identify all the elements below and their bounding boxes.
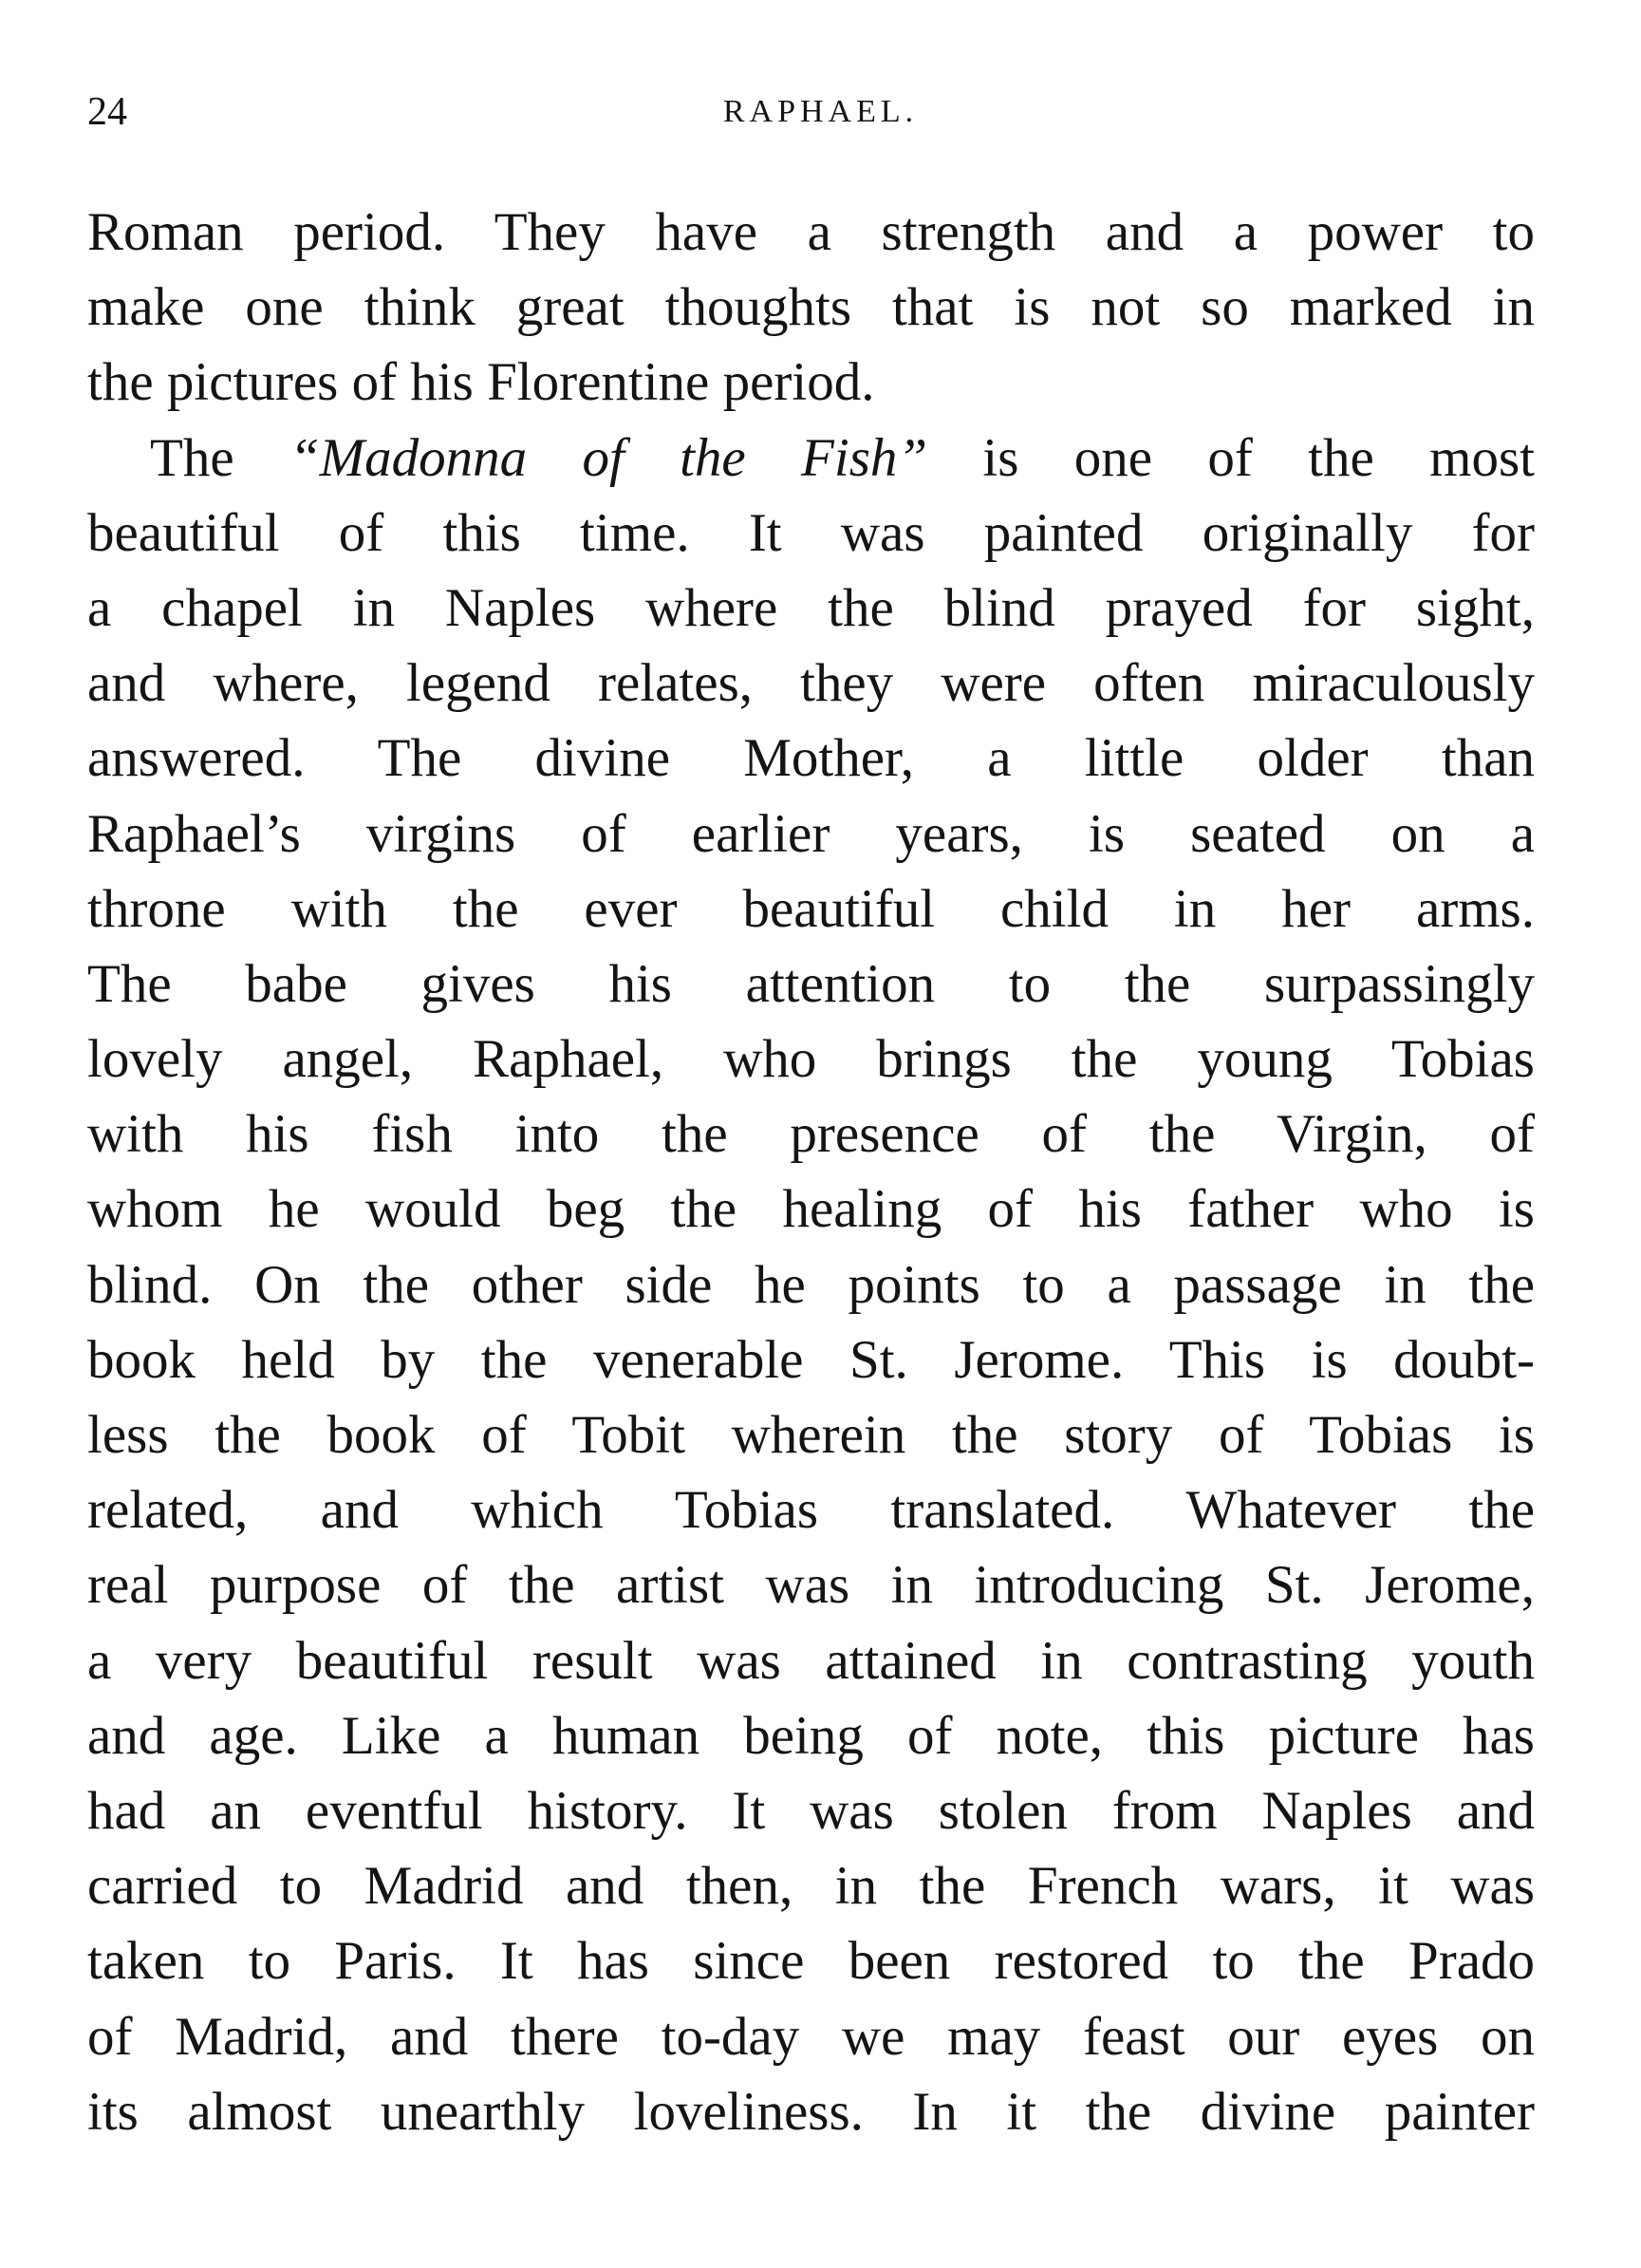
text-line: book held by the venerable St. Jerome. This is doubt- (87, 1329, 1535, 1390)
text-line: answered. The divine Mother, a little older than (87, 728, 1535, 789)
text-line: the pictures of his Florentine period. (87, 352, 875, 413)
text-line: and where, legend relates, they were often miraculously (87, 653, 1535, 714)
text-run: is one of the most (927, 427, 1535, 488)
painting-title: “Madonna of the Fish” (289, 427, 928, 488)
text-line: real purpose of the artist was in introducing St. Jerome, (87, 1555, 1535, 1616)
running-title: RAPHAEL. (722, 94, 919, 129)
text-line: had an eventful history. It was stolen from Naples and (87, 1780, 1535, 1841)
text-line: The babe gives his attention to the surpassingly (87, 953, 1535, 1014)
paragraph-2 (87, 421, 1535, 2149)
text-line: taken to Paris. It has since been restored to the Prado (87, 1931, 1535, 1992)
text-line: make one think great thoughts that is not so marked in (87, 277, 1535, 338)
paragraph-1 (87, 195, 1535, 421)
text-line: lovely angel, Raphael, who brings the young Tobias (87, 1029, 1535, 1090)
text-line: with his fish into the presence of the Virgin, of (87, 1104, 1535, 1165)
text-line: a very beautiful result was attained in contrasting youth (87, 1630, 1535, 1691)
body-text (87, 195, 1535, 2149)
text-line: its almost unearthly loveliness. In it the divine painter (87, 2081, 1535, 2142)
text-line: related, and which Tobias translated. Whatever the (87, 1480, 1535, 1541)
text-line: Raphael’s virgins of earlier years, is seated on a (87, 803, 1535, 864)
text-line: of Madrid, and there to-day we may feast our eyes on (87, 2006, 1535, 2067)
text-line: Roman period. They have a strength and a power to (87, 202, 1535, 262)
text-line: carried to Madrid and then, in the French wars, it was (87, 1856, 1535, 1917)
text-run: The (150, 427, 289, 488)
running-head (87, 84, 1554, 141)
text-line: blind. On the other side he points to a passage in the (87, 1254, 1535, 1315)
text-line: beautiful of this time. It was painted originally for (87, 502, 1535, 563)
text-line: a chapel in Naples where the blind prayed for sight, (87, 577, 1535, 638)
text-line-first (87, 421, 1535, 496)
text-line: and age. Like a human being of note, this picture has (87, 1705, 1535, 1766)
text-line: less the book of Tobit wherein the story of Tobias is (87, 1405, 1535, 1465)
text-line: throne with the ever beautiful child in her arms. (87, 878, 1535, 939)
page-number: 24 (87, 90, 127, 134)
text-line: whom he would beg the healing of his father who is (87, 1179, 1535, 1240)
